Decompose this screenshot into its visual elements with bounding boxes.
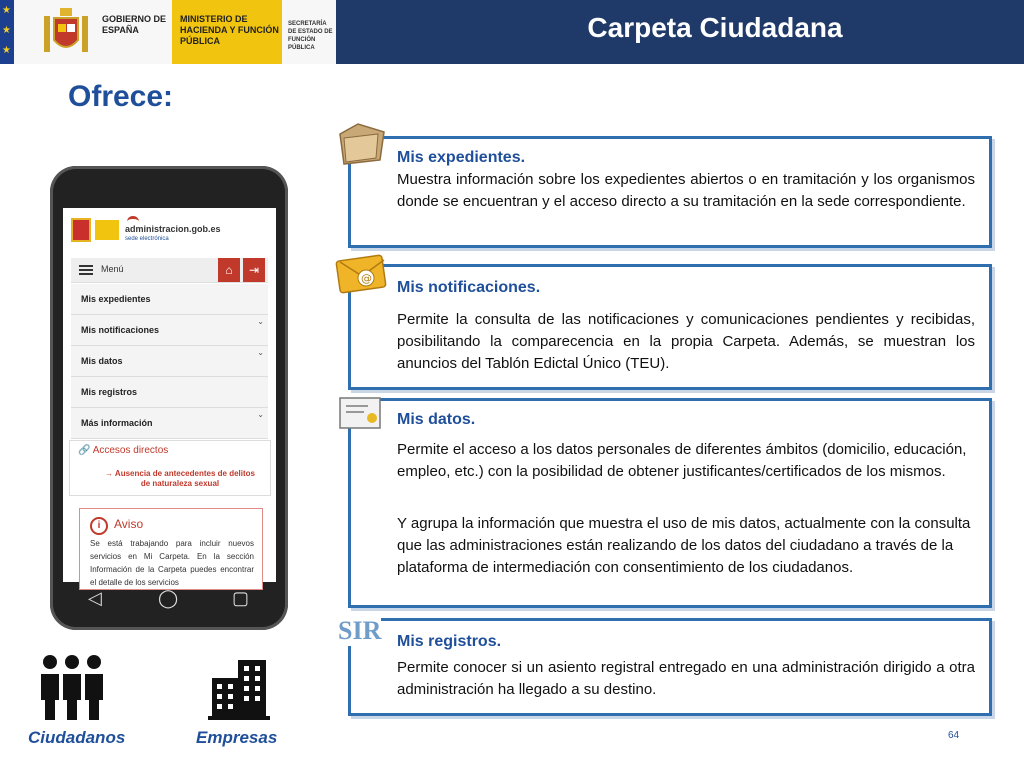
link-icon: 🔗 [78,445,91,456]
menu-item-label: Mis datos [81,356,123,366]
card-body: Permite la consulta de las notificaciones y comunicaciones pendientes y recibidas, posibilitando la comparecencia en la propia Carpeta. Además, se muestran los anuncios del Tablón Edictal Único (TEU). [397,311,975,372]
home-circle-icon[interactable]: ◯ [158,588,179,608]
antecedentes-link[interactable]: → Ausencia de antecedentes de delitos de naturaleza sexual [105,469,255,488]
accesos-directos-title: 🔗 Accesos directos [78,445,169,456]
menu-item-label: Mis expedientes [81,294,151,304]
card-title: Mis expedientes. [397,149,526,166]
star-icon: ★ [2,25,11,36]
coat-of-arms-icon [71,218,91,242]
menu-bar[interactable] [71,258,268,283]
star-icon: ★ [2,5,11,16]
site-header [63,208,276,252]
folder-icon [334,118,390,168]
aviso-box [79,508,263,590]
card-title: Mis datos. [397,411,476,428]
section-heading: Ofrece: [68,80,174,113]
card-mis-notificaciones [348,264,992,390]
envelope-at-icon [334,252,388,296]
menu-item-notificaciones[interactable] [71,315,268,346]
menu-item-registros[interactable] [71,377,268,408]
site-name: administracion.gob.es [125,224,221,234]
menu-item-mas-informacion[interactable] [71,408,268,439]
empresas-label: Empresas [196,728,278,747]
svg-text:@: @ [361,272,372,285]
chevron-down-icon: ⌄ [257,317,264,326]
recent-apps-icon[interactable]: ▢ [232,588,250,608]
menu-item-datos[interactable] [71,346,268,377]
menu-label: Menú [101,264,124,274]
home-icon: ⌂ [225,263,233,277]
site-subtitle: sede electrónica [125,236,169,242]
page-title: Carpeta Ciudadana [587,12,843,43]
building-icon [208,656,270,720]
menu-item-label: Mis notificaciones [81,325,160,335]
header-bar [0,0,1024,64]
star-icon: ★ [2,45,11,56]
ministerio-label: MINISTERIO DE HACIENDA Y FUNCIÓN PÚBLICA [180,14,279,46]
info-icon: i [90,517,108,535]
gobierno-label: GOBIERNO DE ESPAÑA [102,14,167,35]
eu-flag-strip [0,0,14,64]
login-button[interactable] [243,258,265,282]
ministry-color-block [95,220,119,240]
spain-coat-of-arms-icon [38,4,94,60]
card-body: Y agrupa la información que muestra el uso de mis datos, actualmente con la consulta que las administraciones están realizando de los datos del ciudadano a través de la plataforma de intermediación con consentimiento de los ciudadanos. [397,515,971,576]
aviso-title: Aviso [114,517,144,531]
menu-item-label: Mis registros [81,387,138,397]
people-icon [38,654,106,720]
card-mis-datos [348,398,992,608]
page-number: 64 [948,730,960,741]
menu-item-expedientes[interactable] [71,284,268,315]
government-logo-area [0,0,336,64]
chevron-down-icon: ⌄ [257,410,264,419]
card-title: Mis registros. [397,633,502,650]
login-icon: ⇥ [248,263,260,277]
hamburger-icon[interactable] [79,265,93,275]
phone-screen [63,208,276,587]
home-button[interactable] [218,258,240,282]
ciudadanos-label: Ciudadanos [28,728,126,747]
accesos-directos-box [69,440,271,496]
certificate-icon [336,394,384,434]
card-mis-registros [348,618,992,716]
chevron-down-icon: ⌄ [257,348,264,357]
card-body: Muestra información sobre los expedientes abiertos o en tramitación y los organismos donde se encuentran y el acceso directo a su tramitación en la sede correspondiente. [397,171,975,210]
menu-item-label: Más información [81,418,153,428]
card-title: Mis notificaciones. [397,279,541,296]
card-body: Permite el acceso a los datos personales de diferentes ámbitos (domicilio, educación, empleo, etc.) con la posibilidad de obtener justificantes/certificados de los mismos. [397,441,967,480]
sir-logo-icon: SIR [338,616,382,645]
aviso-text: Se está trabajando para incluir nuevos servicios en Mi Carpeta. En la sección Información de la Carpeta puedes encontrar el detalle de los servicios [90,539,254,587]
card-mis-expedientes [348,136,992,248]
back-icon[interactable]: ◁ [88,588,102,608]
secretaria-label: SECRETARÍA DE ESTADO DE FUNCIÓN PÚBLICA [288,21,333,51]
card-body: Permite conocer si un asiento registral entregado en una administración dirigido a otra administración ha llegado a su destino. [397,659,975,698]
